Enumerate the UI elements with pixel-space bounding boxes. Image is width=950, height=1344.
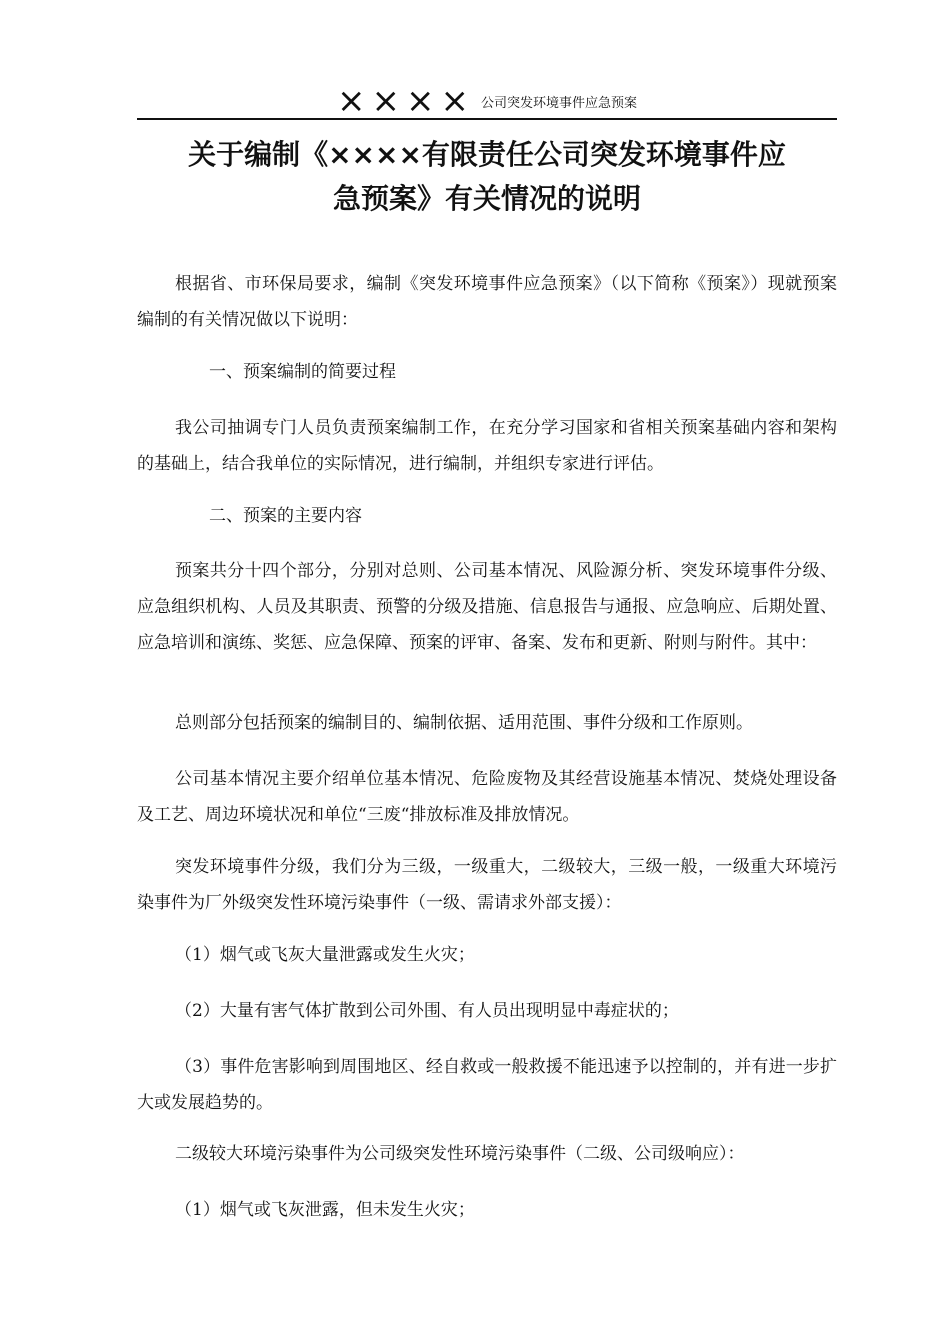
list-item: （2）大量有害气体扩散到公司外围、有人员出现明显中毒症状的；	[175, 1001, 679, 1021]
section-heading-1: 一、预案编制的简要过程	[209, 362, 396, 382]
company-info-paragraph: 公司基本情况主要介绍单位基本情况、危险废物及其经营设施基本情况、焚烧处理设备及工艺、周边环境状况和单位“三废“排放标准及排放情况。	[137, 769, 837, 825]
process-paragraph: 我公司抽调专门人员负责预案编制工作，在充分学习国家和省相关预案基础内容和架构的基础上，结合我单位的实际情况，进行编制，并组织专家进行评估。	[137, 418, 837, 474]
section-heading-2: 二、预案的主要内容	[209, 506, 362, 526]
header-doc-name: 公司突发环境事件应急预案	[480, 96, 637, 111]
level-two-paragraph: 二级较大环境污染事件为公司级突发性环境污染事件（二级、公司级响应）：	[175, 1144, 745, 1164]
general-paragraph: 总则部分包括预案的编制目的、编制依据、适用范围、事件分级和工作原则。	[175, 713, 753, 733]
title-line-1: 关于编制《××××有限责任公司突发环境事件应	[188, 138, 786, 171]
intro-paragraph: 根据省、市环保局要求，编制《突发环境事件应急预案》（以下简称《预案》）现就预案编制的有关情况做以下说明：	[137, 274, 837, 330]
title-line-2: 急预案》有关情况的说明	[332, 182, 641, 215]
list-item: （1）烟气或飞灰大量泄露或发生火灾；	[175, 945, 475, 965]
classification-paragraph: 突发环境事件分级，我们分为三级，一级重大，二级较大，三级一般，一级重大环境污染事件为厂外级突发性环境污染事件（一级、需请求外部支援）：	[137, 857, 837, 913]
running-header	[137, 78, 837, 121]
content-paragraph: 预案共分十四个部分，分别对总则、公司基本情况、风险源分析、突发环境事件分级、应急组织机构、人员及其职责、预警的分级及措施、信息报告与通报、应急响应、后期处置、应急培训和演练、奖惩、应急保障、预案的评审、备案、发布和更新、附则与附件。其中：	[137, 561, 837, 653]
list-item: （3）事件危害影响到周围地区、经自救或一般救援不能迅速予以控制的，并有进一步扩大或发展趋势的。	[137, 1057, 837, 1113]
header-rule	[137, 118, 837, 120]
list-item: （1）烟气或飞灰泄露，但未发生火灾；	[175, 1200, 475, 1220]
document-title	[137, 133, 837, 221]
company-mark: ××××	[337, 81, 475, 121]
